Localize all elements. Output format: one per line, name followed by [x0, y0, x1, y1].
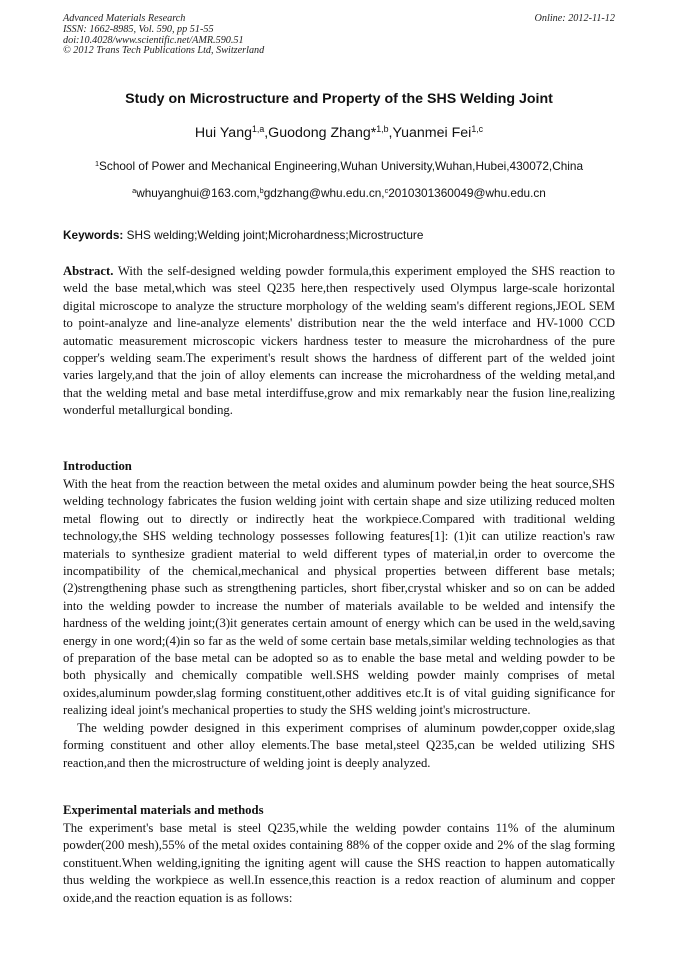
email-sup: b [259, 185, 264, 195]
author-affil-sup: 1,b [376, 124, 389, 135]
author-list: Hui Yang$^{1,a}$,Guodong Zhang*$^{1,b}$,Yuanmei Fei$^{1,c}$ [194, 124, 484, 141]
keywords-text: SHS welding;Welding joint;Microhardness;Microstructure [123, 228, 424, 242]
online-date: Online: 2012-11-12 [534, 13, 615, 24]
affiliation-text: School of Power and Mechanical Engineering,Wuhan University,Wuhan,Hubei,430072,China [99, 159, 584, 173]
email-link[interactable]: whuyanghui@163.com, [136, 186, 260, 200]
author-affil-sup: 1,a [251, 124, 265, 135]
author-name: Hui Yang [194, 125, 252, 141]
author-emails [0, 186, 678, 200]
experimental-body [63, 820, 615, 907]
author-affil-sup: 1,c [471, 124, 484, 135]
abstract-text: With the self-designed welding powder formula,this experiment employed the SHS reaction to weld the base metal,which was steel Q235 here,then respectively used Olympus large-scale horizontal digital microscope to analyze the structure morphology of the welding seam's different regions,JEOL SEM to point-analyze and line-analyze elements' distribution near the the weld interface and HV-1000 CCD automatic measurement microscopic vickers hardness tester to measure the microhardness of the pure copper's welding seam.The experiment's result shows the hardness of different part of the welded joint varies largely,and that the join of alloy elements can increase the microhardness of the welding metal,and that the welding metal and base metal interdiffuse,grow and mix remarkably near the fusion line,realizing wonderful metallurgical bonding. [63, 264, 615, 418]
abstract [63, 263, 615, 420]
author-name: Guodong Zhang* [268, 125, 377, 141]
paragraph: With the heat from the reaction between the metal oxides and aluminum powder being the heat source,SHS welding technology fabricates the fusion welding joint with certain shape and size utilizing reduced molten metal flowing out to directly or indirectly heat the workpiece.Compared with traditional welding technology,the SHS welding technology possesses following features[1]: (1)it can utilize reaction's raw materials to synthesize gradient material to weld different types of material,in order to overcome the incompatibility of the chemical,mechanical and physical properties between different base metals;(2)strengthening phase such as strengthening particles, short fiber,crystal whisker and so on can be added into the welding powder to increase the number of materials available to be welded and intensify the hardness of the welding joint;(3)it generates certain amount of energy which can be used in the weld,saving energy in one word;(4)in so far as the weld of some certain base metals,similar welding technologies as that of preparation of the base metal can be adopted so as to enable the base metal and welding powder to be both physically and chemically compatible well.SHS welding powder mainly comprises of metal oxides,aluminum powder,slag forming constituent,other additives etc.It is of vital guiding significance for realizing ideal joint's mechanical properties to study the SHS welding joint's microstructure. [63, 477, 615, 718]
issn-line: ISSN: 1662-8985, Vol. 590, pp 51-55 [63, 23, 214, 35]
journal-header [63, 14, 615, 57]
copyright-line: © 2012 Trans Tech Publications Ltd, Switzerland [63, 45, 265, 57]
doi-line: doi:10.4028/www.scientific.net/AMR.590.51 [63, 34, 244, 46]
affiliation-sup: 1 [94, 158, 100, 168]
section-heading-introduction: Introduction [63, 459, 132, 473]
paragraph: The welding powder designed in this experiment comprises of aluminum powder,copper oxide,slag forming constituent and other alloy elements.The base metal,steel Q235,can be welded utilizing SHS reaction,and then the microstructure of welding joint is deeply analyzed. [63, 720, 615, 770]
keywords [63, 228, 615, 242]
section-heading-experimental: Experimental materials and methods [63, 803, 264, 817]
abstract-label: Abstract. [63, 264, 114, 278]
journal-name: Advanced Materials Research [63, 13, 186, 24]
email-sup: a [132, 185, 137, 195]
email-sup: c [384, 185, 389, 195]
affiliation [0, 159, 678, 173]
introduction-body [63, 476, 615, 772]
paper-title: Study on Microstructure and Property of the SHS Welding Joint [125, 91, 553, 107]
keywords-label: Keywords: [63, 228, 124, 242]
paragraph: The experiment's base metal is steel Q235,while the welding powder contains 11% of the aluminum powder(200 mesh),55% of the metal oxides containing 88% of the copper oxide and 2% of the slag forming constituent.When welding,igniting the igniting agent will cause the SHS reaction to happen automatically thus welding the workpiece as well.In essence,this reaction is a redox reaction of aluminum and copper oxide,and the reaction equation is as follows: [63, 821, 615, 905]
email-link[interactable]: 2010301360049@whu.edu.cn [388, 186, 546, 200]
email-link[interactable]: gdzhang@whu.edu.cn, [263, 186, 385, 200]
author-name: Yuanmei Fei [392, 125, 472, 141]
